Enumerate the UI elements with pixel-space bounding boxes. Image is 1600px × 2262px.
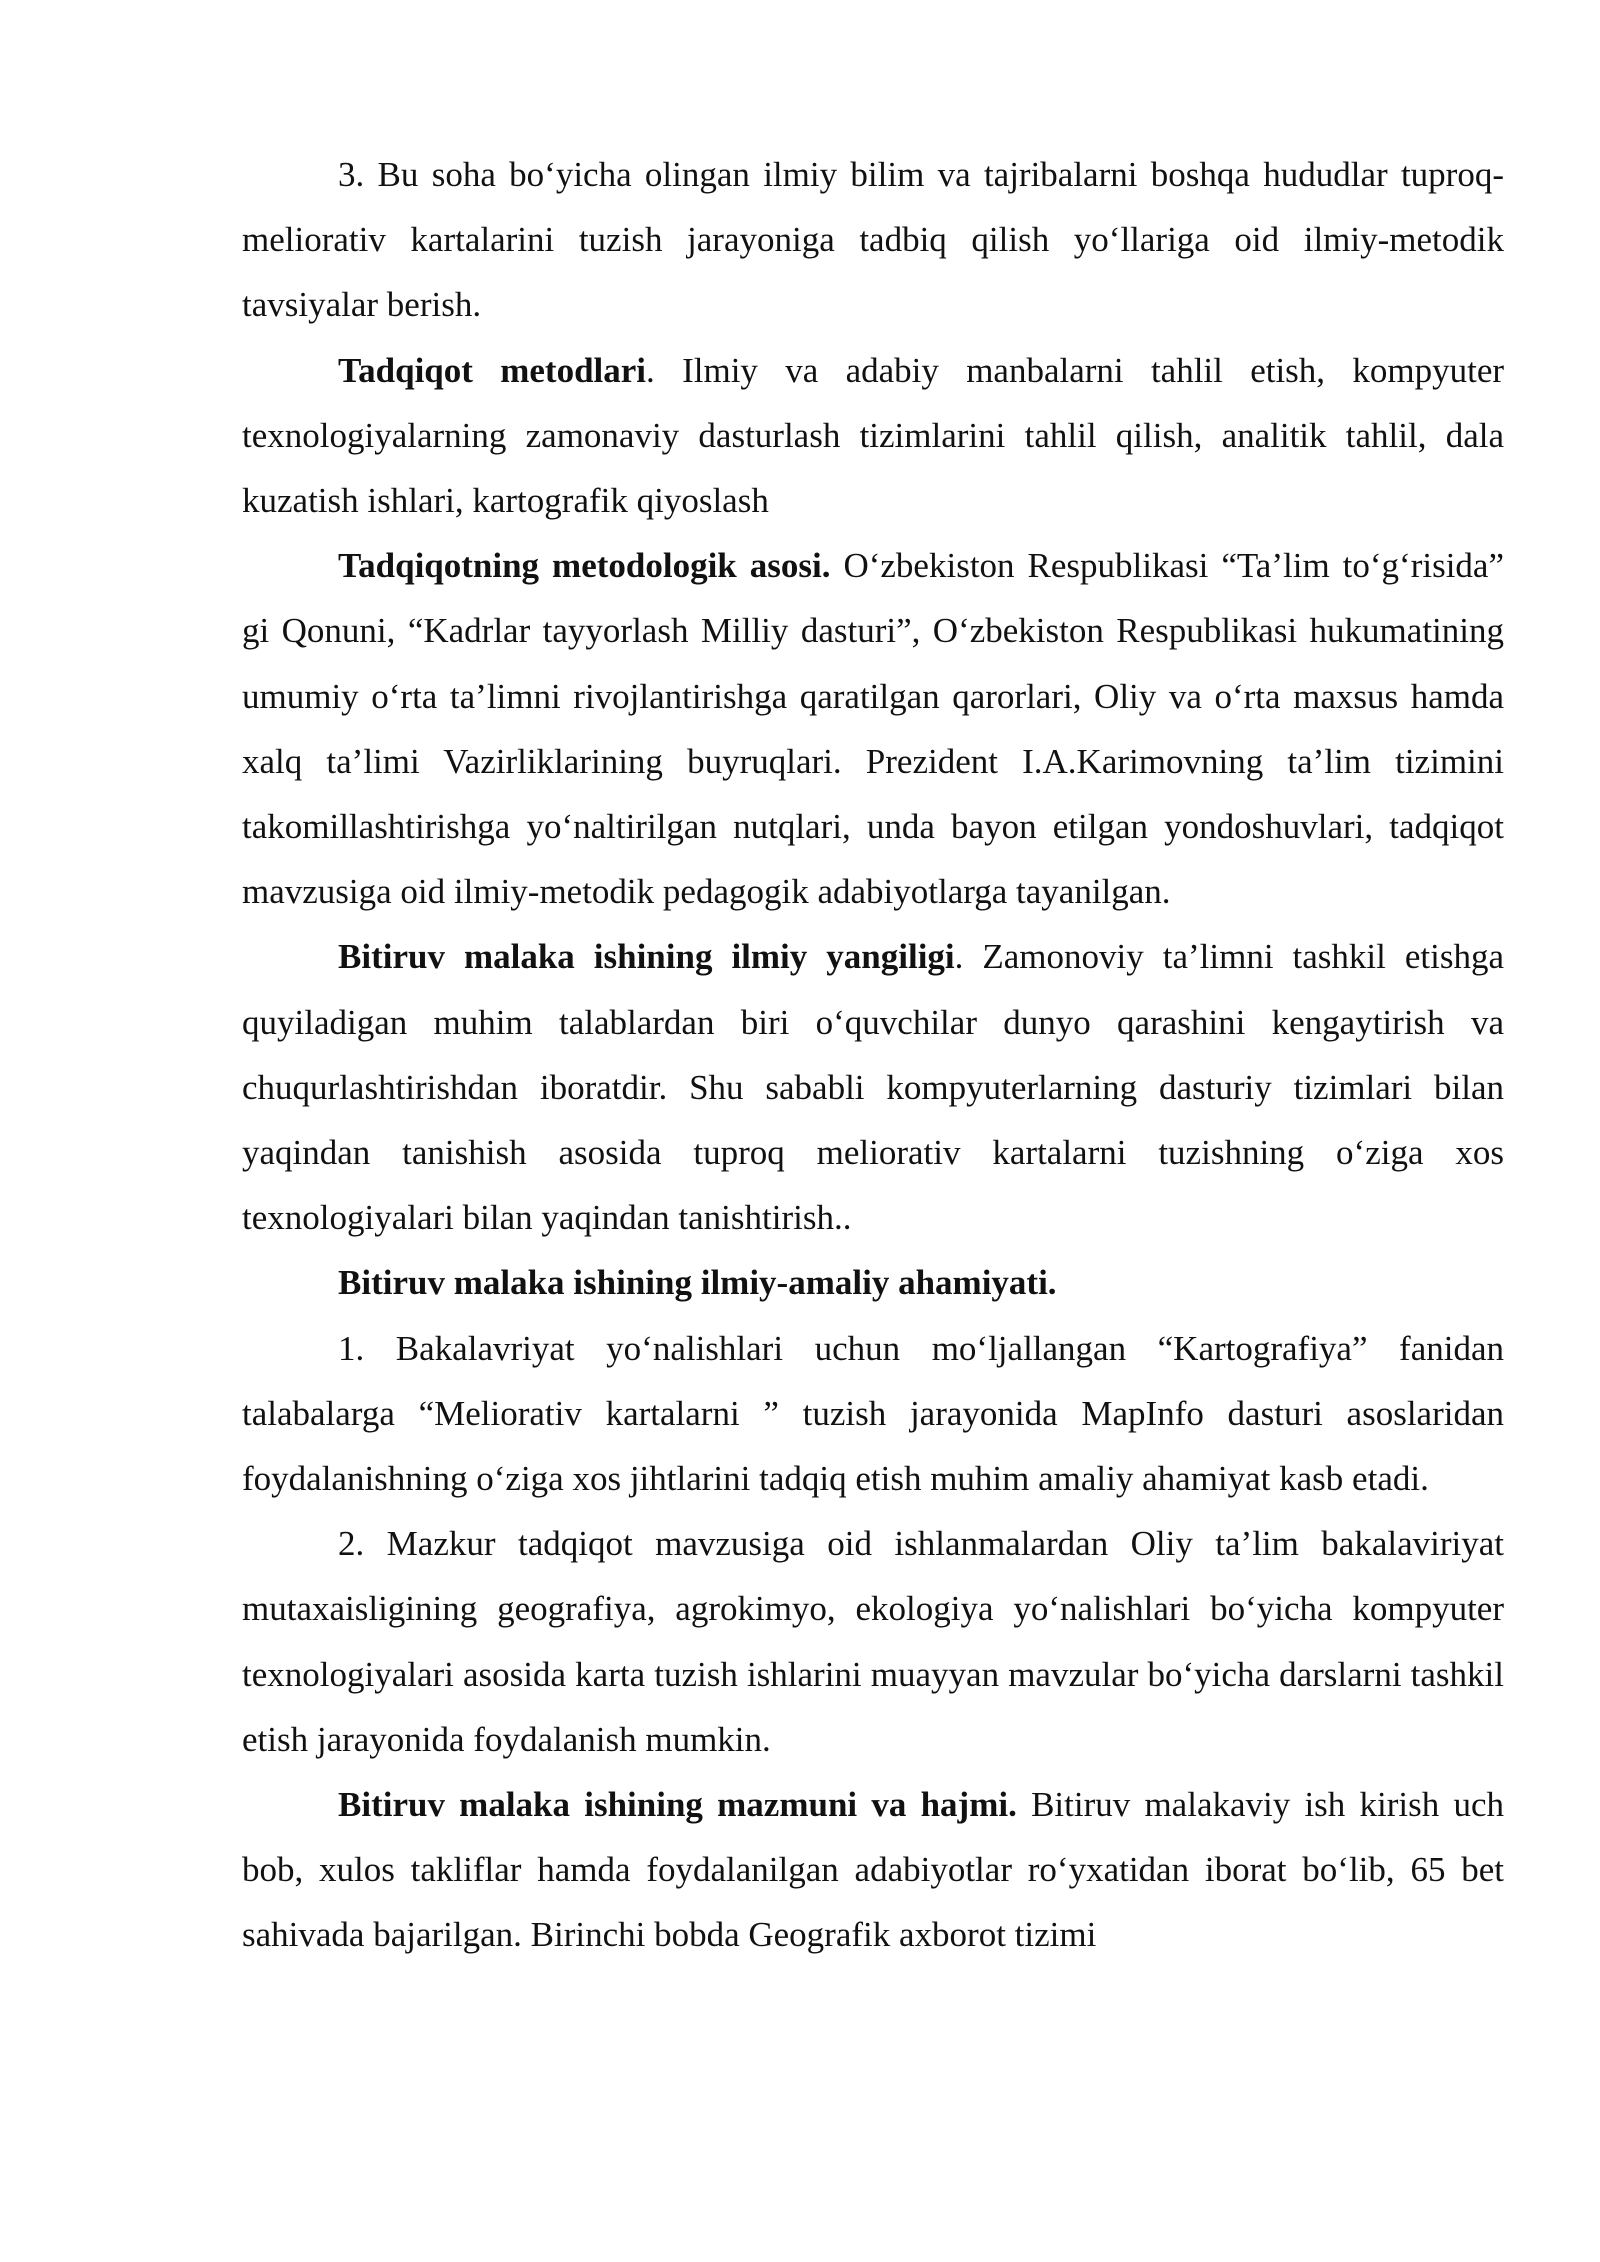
paragraph-text: 3. Bu soha bo‘yicha olingan ilmiy bilim va tajribalarni boshqa hududlar tuproq-meliorativ kartalarini tuzish jarayoniga tadbiq qilish yo‘llariga oid ilmiy-metodik tavsiyalar berish. xyxy=(242,155,1504,325)
paragraph-text: . Zamonoviy ta’limni tashkil etishga quyiladigan muhim talablardan biri o‘quvchilar dunyo qarashini kengaytirish va chuqurlashtirishdan iboratdir. Shu sababli kompyuterlarning dasturiy tizimlari bilan yaqindan tanishish asosida tuproq meliorativ kartalarni tuzishning o‘ziga xos texnologiyalari bilan yaqindan tanishtirish.. xyxy=(242,937,1504,1238)
paragraph-heading: Bitiruv malaka ishining ilmiy-amaliy ahamiyati. xyxy=(338,1263,1057,1303)
paragraph-heading: Bitiruv malaka ishining ilmiy yangiligi xyxy=(338,937,955,977)
paragraph-recommendations xyxy=(242,142,1504,338)
paragraph-heading: Bitiruv malaka ishining mazmuni va hajmi. xyxy=(338,1785,1017,1825)
paragraph-research-methods xyxy=(242,338,1504,534)
paragraph-practical-significance-heading xyxy=(242,1250,1504,1315)
paragraph-methodological-basis xyxy=(242,533,1504,924)
paragraph-heading: Tadqiqot metodlari xyxy=(338,350,647,390)
paragraph-significance-item-1 xyxy=(242,1316,1504,1512)
paragraph-text: . Ilmiy va adabiy manbalarni tahlil etish, kompyuter texnologiyalarning zamonaviy dasturlash tizimlarini tahlil qilish, analitik tahlil, dala kuzatish ishlari, kartografik qiyoslash xyxy=(242,350,1505,521)
paragraph-scientific-novelty xyxy=(242,924,1504,1250)
paragraph-text: Bitiruv malakaviy ish kirish uch bob, xulos takliflar hamda foydalanilgan adabiyotlar ro‘yxatidan iborat bo‘lib, 65 bet sahivada bajarilgan. Birinchi bobda Geografik axborot tizimi xyxy=(242,1785,1504,1955)
paragraph-text: O‘zbekiston Respublikasi “Ta’lim to‘g‘risida” gi Qonuni, “Kadrlar tayyorlash Milliy dasturi”, O‘zbekiston Respublikasi hukumatining umumiy o‘rta ta’limni rivojlantirishga qaratilgan qarorlari, Oliy va o‘rta maxsus hamda xalq ta’limi Vazirliklarining buyruqlari. Prezident I.A.Karimovning ta’lim tizimini takomillashtirishga yo‘naltirilgan nutqlari, unda bayon etilgan yondoshuvlari, tadqiqot mavzusiga oid ilmiy-metodik pedagogik adabiyotlarga tayanilgan. xyxy=(242,546,1504,912)
paragraph-heading: Tadqiqotning metodologik asosi. xyxy=(338,546,831,586)
paragraph-text: 1. Bakalavriyat yo‘nalishlari uchun mo‘ljallangan “Kartografiya” fanidan talabalarga “Meliorativ kartalarni ” tuzish jarayonida MapInfo dasturi asoslaridan foydalanishning o‘ziga xos jihtlarini tadqiq etish muhim amaliy ahamiyat kasb etadi. xyxy=(242,1328,1504,1499)
document-page xyxy=(242,142,1504,1968)
paragraph-text: 2. Mazkur tadqiqot mavzusiga oid ishlanmalardan Oliy ta’lim bakalaviriyat mutaxaisligining geografiya, agrokimyo, ekologiya yo‘nalishlari bo‘yicha kompyuter texnologiyalari asosida karta tuzish ishlarini muayyan mavzular bo‘yicha darslarni tashkil etish jarayonida foydalanish mumkin. xyxy=(242,1524,1504,1759)
paragraph-significance-item-2 xyxy=(242,1511,1504,1772)
paragraph-content-and-volume xyxy=(242,1772,1504,1968)
